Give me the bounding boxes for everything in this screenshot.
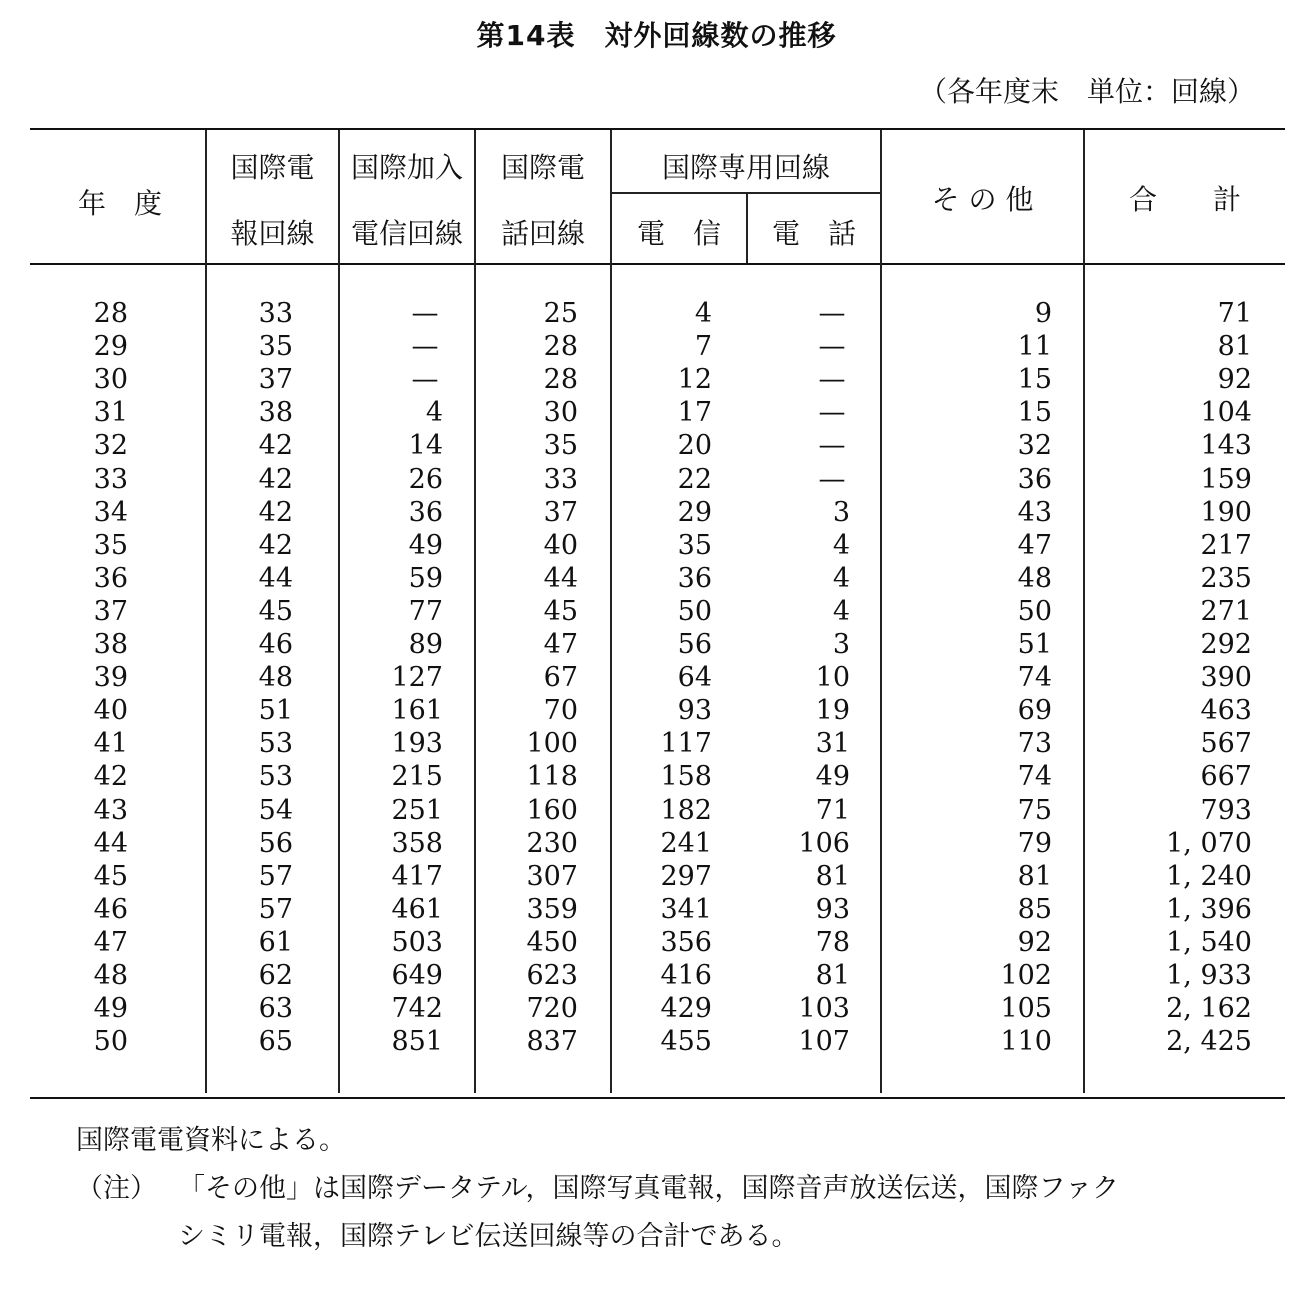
cell-year: 40 (93, 695, 128, 727)
cell-total: 1, 540 (1166, 926, 1252, 958)
cell-telephone: 100 (526, 728, 578, 760)
cell-telex: 26 (408, 463, 443, 495)
cell-telex: — (411, 364, 439, 396)
table-row (0, 364, 1313, 397)
table-row (0, 596, 1313, 629)
cell-leased-telephone: 81 (815, 960, 850, 991)
cell-telex: 193 (391, 728, 443, 760)
cell-telegraph: 57 (258, 860, 293, 892)
table-row (0, 662, 1313, 695)
table-row (0, 960, 1313, 993)
cell-telephone: 837 (526, 1026, 578, 1058)
cell-telex: 89 (408, 629, 443, 660)
cell-leased-telegraph: 4 (694, 298, 712, 329)
header-year: 年 度 (77, 187, 162, 220)
cell-other: 74 (1017, 761, 1052, 793)
table-row (0, 894, 1313, 927)
cell-total: 143 (1200, 430, 1252, 462)
cell-total: 217 (1200, 529, 1252, 561)
cell-leased-telegraph: 22 (677, 463, 712, 495)
cell-leased-telephone: 31 (815, 728, 850, 760)
cell-other: 85 (1017, 893, 1052, 925)
cell-telegraph: 44 (258, 562, 293, 594)
cell-telegraph: 62 (258, 960, 293, 991)
cell-telex: 503 (391, 926, 443, 958)
cell-leased-telegraph: 35 (677, 529, 712, 561)
cell-year: 39 (93, 662, 128, 694)
cell-other: 105 (1000, 993, 1052, 1025)
cell-year: 43 (93, 794, 128, 826)
cell-leased-telephone: 3 (832, 629, 850, 660)
cell-leased-telegraph: 56 (677, 629, 712, 660)
cell-year: 36 (93, 562, 128, 594)
cell-leased-telegraph: 182 (660, 794, 712, 826)
cell-telephone: 28 (543, 364, 578, 396)
cell-telegraph: 46 (258, 629, 293, 660)
cell-other: 74 (1017, 662, 1052, 694)
cell-telegraph: 53 (258, 761, 293, 793)
cell-leased-telegraph: 36 (677, 562, 712, 594)
cell-total: 667 (1200, 761, 1252, 793)
cell-year: 44 (93, 827, 128, 859)
cell-leased-telephone: 3 (832, 496, 850, 528)
cell-leased-telephone: — (818, 463, 846, 495)
cell-telegraph: 53 (258, 728, 293, 760)
unit-note: （各年度末 単位：回線） (918, 75, 1255, 108)
cell-telex: 851 (391, 1026, 443, 1058)
source-note: 国際電電資料による。 (76, 1125, 346, 1156)
cell-telex: 14 (408, 430, 443, 462)
cell-leased-telephone: 49 (815, 761, 850, 793)
cell-telephone: 230 (526, 827, 578, 859)
cell-year: 30 (93, 364, 128, 396)
cell-leased-telegraph: 93 (677, 695, 712, 727)
table-row (0, 728, 1313, 761)
cell-leased-telephone: 103 (798, 993, 850, 1025)
cell-total: 81 (1217, 331, 1252, 363)
header-total: 合 計 (1128, 183, 1241, 216)
header-telephone-1: 国際電 (500, 151, 585, 184)
table-row (0, 927, 1313, 960)
cell-year: 31 (93, 397, 128, 429)
cell-telephone: 40 (543, 529, 578, 561)
header-telex-2: 電信回線 (350, 217, 463, 250)
cell-other: 43 (1017, 496, 1052, 528)
cell-telephone: 307 (526, 860, 578, 892)
cell-leased-telegraph: 341 (660, 893, 712, 925)
top-rule (30, 128, 1285, 130)
cell-year: 29 (93, 331, 128, 363)
header-leased-telegraph: 電 信 (636, 217, 721, 250)
cell-telex: 161 (391, 695, 443, 727)
cell-total: 2, 162 (1166, 993, 1252, 1025)
cell-year: 50 (93, 1026, 128, 1058)
cell-other: 9 (1034, 298, 1052, 329)
cell-telegraph: 63 (258, 993, 293, 1025)
cell-telephone: 28 (543, 331, 578, 363)
table-title: 第14表 対外回線数の推移 (476, 19, 837, 52)
cell-telegraph: 65 (258, 1026, 293, 1058)
cell-telex: 251 (391, 794, 443, 826)
header-other: そ の 他 (931, 183, 1034, 216)
cell-telegraph: 54 (258, 794, 293, 826)
cell-leased-telegraph: 158 (660, 761, 712, 793)
cell-telex: 49 (408, 529, 443, 561)
cell-year: 28 (93, 298, 128, 329)
table-row (0, 397, 1313, 430)
cell-other: 15 (1017, 364, 1052, 396)
note-line-2: シミリ電報，国際テレビ伝送回線等の合計である。 (178, 1221, 799, 1252)
cell-telex: 358 (391, 827, 443, 859)
table-row (0, 497, 1313, 530)
cell-leased-telephone: 93 (815, 893, 850, 925)
cell-leased-telegraph: 241 (660, 827, 712, 859)
cell-total: 1, 070 (1166, 827, 1252, 859)
cell-other: 75 (1017, 794, 1052, 826)
cell-telegraph: 37 (258, 364, 293, 396)
cell-telegraph: 48 (258, 662, 293, 694)
table-row (0, 993, 1313, 1026)
cell-leased-telephone: — (818, 364, 846, 396)
cell-total: 104 (1200, 397, 1252, 429)
cell-leased-telephone: 106 (798, 827, 850, 859)
cell-telephone: 70 (543, 695, 578, 727)
cell-leased-telephone: — (818, 430, 846, 462)
cell-telegraph: 42 (258, 529, 293, 561)
cell-telex: 417 (391, 860, 443, 892)
table-row (0, 331, 1313, 364)
cell-leased-telephone: 4 (832, 562, 850, 594)
cell-leased-telephone: 19 (815, 695, 850, 727)
cell-other: 32 (1017, 430, 1052, 462)
cell-total: 390 (1200, 662, 1252, 694)
cell-leased-telephone: 4 (832, 595, 850, 627)
cell-year: 35 (93, 529, 128, 561)
table-row (0, 795, 1313, 828)
cell-year: 32 (93, 430, 128, 462)
header-leased-telephone: 電 話 (771, 217, 856, 250)
cell-leased-telegraph: 356 (660, 926, 712, 958)
table-row (0, 861, 1313, 894)
cell-telex: 59 (408, 562, 443, 594)
table-row (0, 298, 1313, 331)
cell-other: 48 (1017, 562, 1052, 594)
cell-telex: 127 (391, 662, 443, 694)
cell-telephone: 33 (543, 463, 578, 495)
cell-telephone: 67 (543, 662, 578, 694)
cell-telephone: 45 (543, 595, 578, 627)
cell-leased-telegraph: 20 (677, 430, 712, 462)
cell-total: 71 (1217, 298, 1252, 329)
cell-telegraph: 42 (258, 496, 293, 528)
cell-other: 73 (1017, 728, 1052, 760)
cell-year: 45 (93, 860, 128, 892)
table-row (0, 695, 1313, 728)
cell-other: 15 (1017, 397, 1052, 429)
cell-leased-telegraph: 64 (677, 662, 712, 694)
cell-other: 51 (1017, 629, 1052, 660)
cell-total: 292 (1200, 629, 1252, 660)
cell-telegraph: 35 (258, 331, 293, 363)
cell-total: 190 (1200, 496, 1252, 528)
cell-leased-telephone: 71 (815, 794, 850, 826)
cell-year: 33 (93, 463, 128, 495)
cell-leased-telegraph: 17 (677, 397, 712, 429)
cell-leased-telegraph: 50 (677, 595, 712, 627)
cell-other: 11 (1017, 331, 1052, 363)
cell-leased-telegraph: 416 (660, 960, 712, 991)
cell-leased-telegraph: 429 (660, 993, 712, 1025)
cell-telephone: 25 (543, 298, 578, 329)
cell-leased-telegraph: 297 (660, 860, 712, 892)
cell-year: 37 (93, 595, 128, 627)
cell-year: 46 (93, 893, 128, 925)
table-row (0, 464, 1313, 497)
cell-leased-telephone: 4 (832, 529, 850, 561)
header-rule (30, 263, 1285, 265)
table-row (0, 1026, 1313, 1059)
cell-other: 50 (1017, 595, 1052, 627)
cell-telex: — (411, 331, 439, 363)
header-leased: 国際専用回線 (661, 151, 830, 184)
cell-total: 1, 240 (1166, 860, 1252, 892)
cell-year: 47 (93, 926, 128, 958)
header-telephone-2: 話回線 (500, 217, 585, 250)
cell-telegraph: 42 (258, 463, 293, 495)
cell-telex: 742 (391, 993, 443, 1025)
cell-telex: 77 (408, 595, 443, 627)
cell-leased-telephone: 81 (815, 860, 850, 892)
cell-leased-telephone: 78 (815, 926, 850, 958)
cell-telex: — (411, 298, 439, 329)
bottom-rule (30, 1097, 1285, 1099)
cell-telephone: 359 (526, 893, 578, 925)
cell-telephone: 450 (526, 926, 578, 958)
cell-total: 1, 933 (1166, 960, 1252, 991)
cell-leased-telegraph: 12 (677, 364, 712, 396)
cell-other: 102 (1000, 960, 1052, 991)
table-row (0, 430, 1313, 463)
cell-total: 271 (1200, 595, 1252, 627)
cell-leased-telegraph: 29 (677, 496, 712, 528)
cell-telegraph: 42 (258, 430, 293, 462)
header-telegraph-2: 報回線 (230, 217, 315, 250)
cell-year: 42 (93, 761, 128, 793)
cell-telex: 649 (391, 960, 443, 991)
cell-other: 69 (1017, 695, 1052, 727)
cell-total: 793 (1200, 794, 1252, 826)
table-row (0, 563, 1313, 596)
cell-other: 79 (1017, 827, 1052, 859)
cell-year: 41 (93, 728, 128, 760)
header-telegraph-1: 国際電 (230, 151, 315, 184)
cell-telephone: 44 (543, 562, 578, 594)
cell-telegraph: 51 (258, 695, 293, 727)
cell-telex: 36 (408, 496, 443, 528)
cell-total: 567 (1200, 728, 1252, 760)
cell-telephone: 623 (526, 960, 578, 991)
cell-other: 81 (1017, 860, 1052, 892)
table-row (0, 761, 1313, 794)
cell-leased-telegraph: 7 (694, 331, 712, 363)
cell-telephone: 37 (543, 496, 578, 528)
table-row (0, 828, 1313, 861)
cell-other: 47 (1017, 529, 1052, 561)
cell-leased-telephone: — (818, 331, 846, 363)
cell-leased-telephone: 10 (815, 662, 850, 694)
cell-year: 34 (93, 496, 128, 528)
cell-year: 48 (93, 960, 128, 991)
cell-telegraph: 57 (258, 893, 293, 925)
cell-leased-telegraph: 117 (660, 728, 712, 760)
cell-total: 235 (1200, 562, 1252, 594)
cell-telephone: 35 (543, 430, 578, 462)
cell-leased-telephone: — (818, 298, 846, 329)
cell-total: 159 (1200, 463, 1252, 495)
note-label: （注） (76, 1173, 157, 1204)
cell-other: 92 (1017, 926, 1052, 958)
header-telex-1: 国際加入 (350, 151, 463, 184)
cell-total: 463 (1200, 695, 1252, 727)
cell-telephone: 30 (543, 397, 578, 429)
cell-leased-telephone: — (818, 397, 846, 429)
cell-telex: 4 (425, 397, 443, 429)
cell-leased-telegraph: 455 (660, 1026, 712, 1058)
cell-total: 1, 396 (1166, 893, 1252, 925)
cell-telex: 215 (391, 761, 443, 793)
cell-other: 110 (1000, 1026, 1052, 1058)
cell-telegraph: 56 (258, 827, 293, 859)
cell-telegraph: 38 (258, 397, 293, 429)
cell-telex: 461 (391, 893, 443, 925)
table-row (0, 530, 1313, 563)
cell-total: 92 (1217, 364, 1252, 396)
note-line-1: 「その他」は国際データテル，国際写真電報，国際音声放送伝送，国際ファク (178, 1173, 1119, 1204)
cell-year: 38 (93, 629, 128, 660)
cell-telephone: 47 (543, 629, 578, 660)
cell-total: 2, 425 (1166, 1026, 1252, 1058)
table-row (0, 629, 1313, 662)
cell-telephone: 160 (526, 794, 578, 826)
cell-telegraph: 61 (258, 926, 293, 958)
cell-telephone: 118 (526, 761, 578, 793)
cell-leased-telephone: 107 (798, 1026, 850, 1058)
cell-telegraph: 45 (258, 595, 293, 627)
cell-other: 36 (1017, 463, 1052, 495)
cell-year: 49 (93, 993, 128, 1025)
cell-telegraph: 33 (258, 298, 293, 329)
cell-telephone: 720 (526, 993, 578, 1025)
